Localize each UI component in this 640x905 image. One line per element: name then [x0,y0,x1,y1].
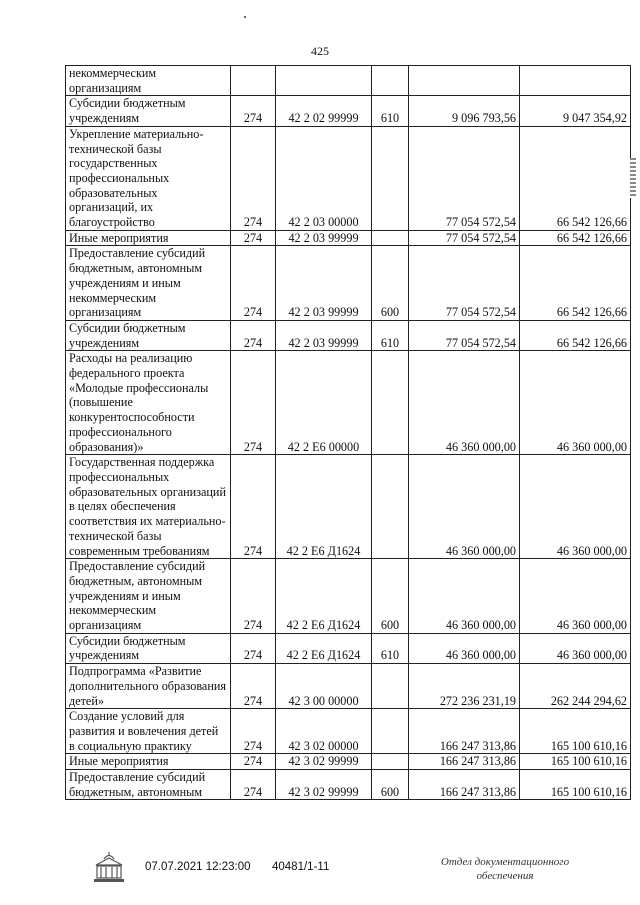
cell-sum2: 46 360 000,00 [520,351,631,455]
cell-vr [372,126,409,230]
cell-sum2: 9 047 354,92 [520,96,631,126]
cell-sum1: 77 054 572,54 [409,320,520,350]
cell-vr: 600 [372,246,409,321]
cell-sum2: 66 542 126,66 [520,230,631,246]
cell-csr: 42 3 02 00000 [276,709,372,754]
footer-doc-number: 40481/1-11 [272,861,330,873]
table-row [66,770,631,800]
cell-ved [231,66,276,96]
cell-csr: 42 3 00 00000 [276,664,372,709]
cell-name: Субсидии бюджетным учреждениям [66,96,231,126]
cell-ved: 274 [231,770,276,800]
cell-sum1: 46 360 000,00 [409,559,520,634]
cell-sum1: 166 247 313,86 [409,709,520,754]
cell-vr: 600 [372,559,409,634]
cell-ved: 274 [231,320,276,350]
table-row [66,320,631,350]
cell-sum2: 165 100 610,16 [520,709,631,754]
cell-sum1: 77 054 572,54 [409,246,520,321]
cell-sum2: 46 360 000,00 [520,559,631,634]
cell-sum1: 77 054 572,54 [409,230,520,246]
cell-csr: 42 2 03 99999 [276,320,372,350]
cell-vr: 600 [372,770,409,800]
cell-sum2: 66 542 126,66 [520,320,631,350]
cell-sum2: 46 360 000,00 [520,633,631,663]
cell-sum1: 46 360 000,00 [409,633,520,663]
cell-csr: 42 3 02 99999 [276,754,372,770]
cell-ved: 274 [231,230,276,246]
cell-sum2 [520,66,631,96]
cell-sum2: 66 542 126,66 [520,246,631,321]
table-row [66,246,631,321]
building-logo-icon [92,852,126,884]
cell-sum2: 46 360 000,00 [520,455,631,559]
table-row [66,230,631,246]
table-row [66,351,631,455]
cell-csr: 42 2 Е6 Д1624 [276,455,372,559]
table-row [66,664,631,709]
cell-ved: 274 [231,126,276,230]
cell-vr [372,230,409,246]
cell-ved: 274 [231,664,276,709]
cell-name: Субсидии бюджетным учреждениям [66,320,231,350]
cell-sum1: 9 096 793,56 [409,96,520,126]
footer-department: Отдел документационного обеспечения [440,856,570,882]
page-number: 425 [311,44,329,58]
table-row [66,559,631,634]
cell-ved: 274 [231,351,276,455]
cell-vr: 610 [372,633,409,663]
cell-ved: 274 [231,246,276,321]
cell-sum2: 66 542 126,66 [520,126,631,230]
cell-csr: 42 2 02 99999 [276,96,372,126]
cell-sum1: 166 247 313,86 [409,770,520,800]
cell-name: Предоставление субсидий бюджетным, автономным учреждениям и иным некоммерческим организациям [66,559,231,634]
cell-name: Укрепление материально-технической базы государственных профессиональных образовательных организаций, их благоустройство [66,126,231,230]
table-row [66,96,631,126]
cell-sum2: 262 244 294,62 [520,664,631,709]
cell-sum1: 46 360 000,00 [409,351,520,455]
cell-ved: 274 [231,633,276,663]
table-row [66,709,631,754]
cell-name: Подпрограмма «Развитие дополнительного образования детей» [66,664,231,709]
cell-sum2: 165 100 610,16 [520,754,631,770]
cell-sum2: 165 100 610,16 [520,770,631,800]
cell-name: Государственная поддержка профессиональных образовательных организаций в целях обеспечения соответствия их материально-технической базы современным требованиям [66,455,231,559]
cell-vr: 610 [372,320,409,350]
cell-name: Иные мероприятия [66,230,231,246]
cell-vr [372,709,409,754]
table-row [66,455,631,559]
table-row [66,126,631,230]
scan-edge-mark [630,158,636,198]
cell-vr [372,351,409,455]
table-row [66,754,631,770]
cell-csr: 42 2 03 99999 [276,246,372,321]
cell-csr: 42 3 02 99999 [276,770,372,800]
cell-vr [372,754,409,770]
cell-name: Расходы на реализацию федерального проекта «Молодые профессионалы (повышение конкурентоспособности профессионального образования)» [66,351,231,455]
cell-vr [372,664,409,709]
cell-ved: 274 [231,754,276,770]
scan-speck [244,16,246,18]
cell-name: некоммерческим организациям [66,66,231,96]
cell-ved: 274 [231,455,276,559]
cell-vr [372,66,409,96]
cell-sum1: 77 054 572,54 [409,126,520,230]
table-row [66,633,631,663]
cell-vr: 610 [372,96,409,126]
cell-sum1: 166 247 313,86 [409,754,520,770]
cell-name: Создание условий для развития и вовлечения детей в социальную практику [66,709,231,754]
cell-sum1: 46 360 000,00 [409,455,520,559]
cell-csr: 42 2 Е6 00000 [276,351,372,455]
table-row [66,66,631,96]
budget-table [65,65,631,800]
cell-ved: 274 [231,96,276,126]
cell-sum1: 272 236 231,19 [409,664,520,709]
footer-date: 07.07.2021 12:23:00 [145,861,251,873]
cell-csr: 42 2 Е6 Д1624 [276,633,372,663]
cell-name: Предоставление субсидий бюджетным, автономным [66,770,231,800]
cell-csr [276,66,372,96]
page-footer [0,852,640,892]
cell-csr: 42 2 03 00000 [276,126,372,230]
cell-csr: 42 2 Е6 Д1624 [276,559,372,634]
cell-ved: 274 [231,709,276,754]
cell-csr: 42 2 03 99999 [276,230,372,246]
cell-ved: 274 [231,559,276,634]
cell-name: Субсидии бюджетным учреждениям [66,633,231,663]
cell-name: Иные мероприятия [66,754,231,770]
cell-sum1 [409,66,520,96]
cell-name: Предоставление субсидий бюджетным, автономным учреждениям и иным некоммерческим организациям [66,246,231,321]
cell-vr [372,455,409,559]
